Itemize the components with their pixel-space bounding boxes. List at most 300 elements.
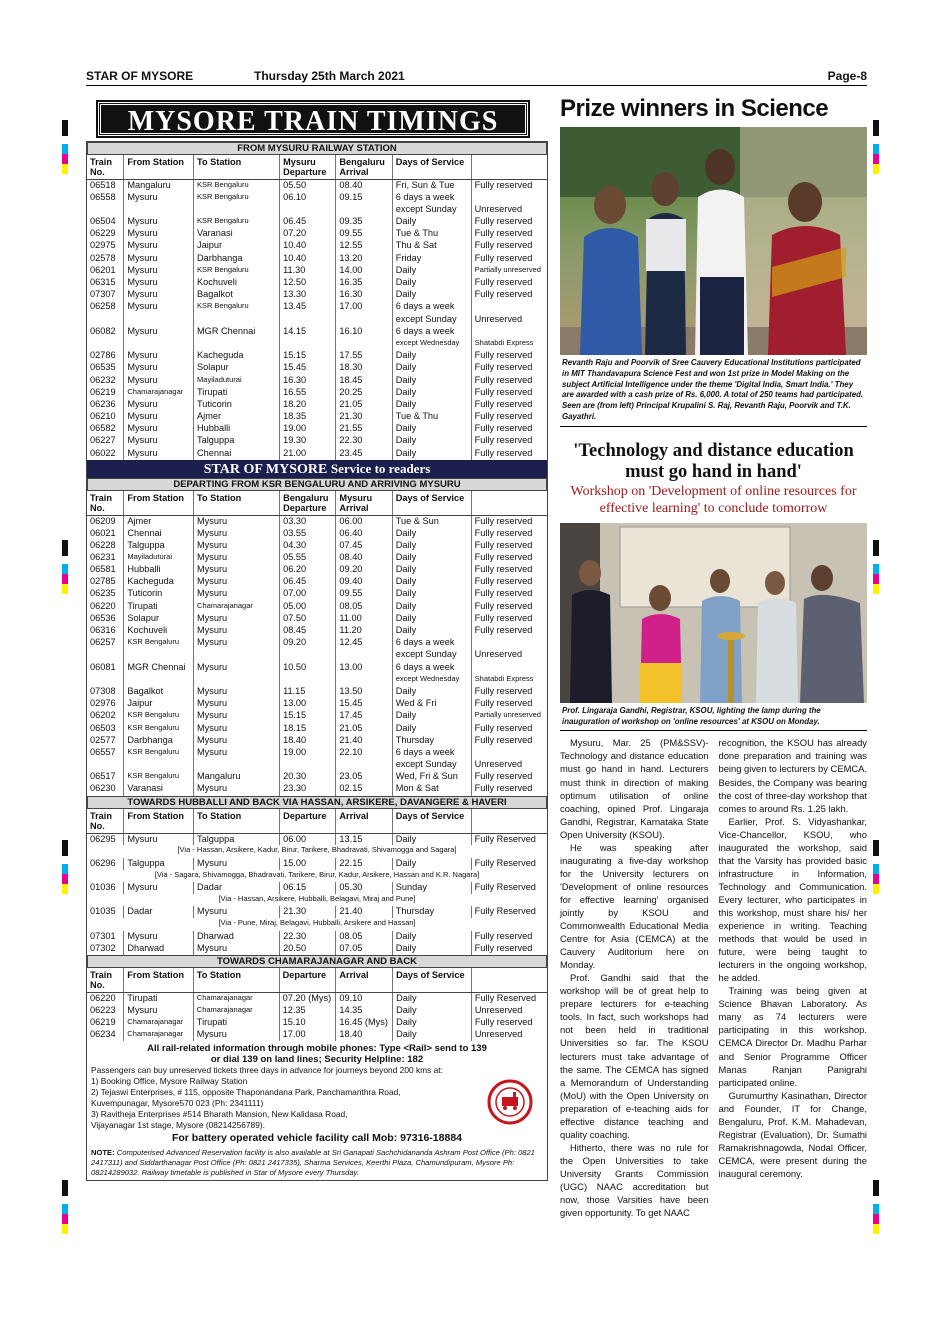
table-row (87, 735, 547, 747)
table-row (87, 833, 547, 845)
table-cell: 13.50 (336, 686, 392, 698)
table-cell: 10.50 (280, 662, 336, 674)
table-cell (87, 674, 124, 686)
table-cell: Friday (392, 253, 471, 265)
table-row (87, 759, 547, 771)
table-cell: Fully Reserved (474, 833, 536, 844)
table-row (87, 710, 547, 722)
table-cell: 08.45 (280, 625, 336, 637)
route-note: [Via - Hassan, Arsikere, Kadur, Birur, Tarikere, Bhadravati, Shivamogga and Sagara] (177, 845, 457, 855)
table-cell: 07.20 (280, 228, 336, 240)
workshop-illustration (560, 523, 867, 703)
table-row (87, 637, 547, 649)
registration-marks-left-2 (62, 540, 68, 594)
table-cell: Daily (392, 435, 471, 447)
info-line: Vijayanagar 1st stage, Mysore (08214256789). (91, 1120, 265, 1131)
table-cell: Daily (392, 375, 471, 387)
table-cell: Fully reserved (474, 398, 533, 409)
table-cell: 22.10 (336, 747, 392, 759)
banner-title: MYSORE TRAIN TIMINGS (127, 106, 499, 137)
table-cell: 17.45 (336, 710, 392, 722)
table-cell: 07308 (87, 686, 124, 698)
table-cell: Mayiladuturai (194, 375, 280, 387)
table-cell: Fully reserved (474, 527, 533, 538)
table-cell: Fully reserved (474, 1016, 533, 1027)
photo-workshop (560, 523, 867, 703)
table-cell: 21.30 (280, 906, 336, 918)
table-cell: 07301 (87, 931, 124, 943)
table-cell: Fully reserved (474, 423, 533, 434)
table-cell: 09.15 (336, 192, 392, 204)
table-cell: 12.50 (280, 277, 336, 289)
table-cell: Fully reserved (474, 722, 533, 733)
table-cell (124, 759, 194, 771)
table-chamarajanagar (87, 968, 547, 1041)
table-cell: Daily (392, 423, 471, 435)
table-cell: 6 days a week (392, 662, 471, 674)
column-header: Days of Service (393, 968, 472, 993)
table-cell: 07307 (87, 289, 124, 301)
table-cell: 06258 (87, 301, 124, 313)
page-header (86, 68, 867, 86)
info-line: Passengers can buy unreserved tickets three days in advance for journeys beyond 200 kms at: (91, 1065, 443, 1076)
table-cell: 06.15 (280, 882, 336, 894)
table-cell: Chamarajanagar (193, 1005, 279, 1017)
table-cell: Hubballi (194, 423, 280, 435)
info-line: 3) Ravitheja Enterprises #514 Bharath Mansion, New Kalidasa Road, (91, 1109, 348, 1120)
table-row (87, 423, 547, 435)
table-cell: Fully reserved (474, 180, 533, 190)
table-cell: KSR Bengaluru (124, 723, 194, 735)
article-body (560, 736, 867, 1219)
note-label: NOTE: (91, 1148, 115, 1158)
table-cell: 23.30 (280, 783, 336, 795)
table-cell: 06236 (87, 399, 124, 411)
table-cell: 09.55 (336, 588, 392, 600)
table-from-mysuru (87, 155, 547, 460)
table-row (87, 435, 547, 447)
table-cell: 06582 (87, 423, 124, 435)
table-cell: Fully reserved (474, 411, 533, 422)
table-cell: Wed, Fri & Sun (392, 771, 471, 783)
table-cell: 22.30 (336, 435, 392, 447)
table-cell: Fully reserved (474, 783, 533, 794)
table-cell: Talguppa (194, 435, 280, 447)
table-cell (471, 301, 547, 313)
table-row (87, 399, 547, 411)
train-timings-banner (86, 95, 548, 141)
table-cell: Chamarajanagar (124, 387, 194, 399)
table-cell: Unreserved (474, 313, 523, 324)
table-cell (87, 759, 124, 771)
table-cell (471, 747, 547, 759)
table-cell: Unreserved (474, 203, 523, 214)
table-row (87, 528, 547, 540)
table-cell (280, 338, 336, 350)
table-cell: Jaipur (124, 698, 194, 710)
table-cell: KSR Bengaluru (124, 771, 194, 783)
table-cell: 16.30 (280, 375, 336, 387)
column-header (471, 809, 547, 834)
table-cell: 22.15 (336, 858, 392, 870)
table-cell: Mysuru (194, 515, 280, 527)
info-line: or dial 139 on land lines; Security Helpline: 182 (210, 1054, 424, 1066)
table-cell: KSR Bengaluru (124, 710, 194, 722)
table-cell: 15.00 (280, 858, 336, 870)
table-row (87, 698, 547, 710)
table-cell: Talguppa (124, 540, 194, 552)
table-cell: 06209 (87, 515, 124, 527)
table-cell (280, 649, 336, 661)
table-row (87, 338, 547, 350)
table-cell: 05.00 (280, 601, 336, 613)
table-cell: Mysuru (124, 833, 194, 845)
table-cell: 06230 (87, 783, 124, 795)
table-cell: 16.30 (336, 289, 392, 301)
table-cell: Tirupati (124, 993, 194, 1005)
issue-date: Thursday 25th March 2021 (254, 69, 405, 83)
table-row (87, 918, 547, 930)
table-cell (124, 338, 194, 350)
table-cell: Mysuru (194, 686, 280, 698)
table-cell: 16.35 (336, 277, 392, 289)
table-row (87, 649, 547, 661)
table-cell: 06.45 (280, 216, 336, 228)
table-cell: 18.45 (336, 375, 392, 387)
table-cell: 01035 (87, 906, 124, 918)
table-cell: Daily (392, 564, 471, 576)
table-cell: Tirupati (193, 1017, 279, 1029)
table-row (87, 448, 547, 460)
table-cell: Fully reserved (474, 576, 533, 587)
table-row (87, 216, 547, 228)
registration-marks-right-3 (873, 840, 879, 894)
table-cell (194, 204, 280, 216)
table-row (87, 411, 547, 423)
table-row (87, 289, 547, 301)
table-cell: Fully reserved (474, 374, 533, 385)
table-cell: Mysuru (124, 931, 194, 943)
table-cell: 06021 (87, 528, 124, 540)
table-cell: 15.15 (280, 350, 336, 362)
table-cell: Daily (392, 362, 471, 374)
table-cell: 06315 (87, 277, 124, 289)
table-cell: 06503 (87, 723, 124, 735)
section-title-hubballi: TOWARDS HUBBALLI AND BACK VIA HASSAN, ARSIKERE, DAVANGERE & HAVERI (87, 796, 547, 809)
table-cell: Tuticorin (194, 399, 280, 411)
table-cell: Talguppa (194, 833, 280, 845)
table-row (87, 265, 547, 277)
table-cell: Dadar (194, 882, 280, 894)
info-line: Kuvempunagar, Mysore570 023 (Ph: 2341111) (91, 1098, 264, 1109)
table-cell: 13.20 (336, 253, 392, 265)
section-title-from-mysuru: FROM MYSURU RAILWAY STATION (87, 142, 547, 155)
table-cell: 16.45 (Mys) (336, 1017, 393, 1029)
table-cell: except Sunday (392, 204, 471, 216)
table-cell: Mysuru (124, 253, 194, 265)
table-cell: Talguppa (124, 858, 194, 870)
table-cell: 06231 (87, 552, 124, 564)
paragraph: Mysuru, Mar. 25 (PM&SSV)- Technology and distance education must go hand in hand. Lecturers must think in direction of making optimum utilisation of online coaching, opined Prof. Lingaraja Gandhi, Registrar, Karnataka State Open University (KSOU). (560, 737, 709, 840)
table-cell: 21.55 (336, 423, 392, 435)
table-cell: Mysuru (194, 698, 280, 710)
table-cell: 02785 (87, 576, 124, 588)
column-header: Mysuru Departure (280, 155, 336, 180)
table-row (87, 894, 547, 906)
table-cell (87, 314, 124, 326)
table-cell: 09.40 (336, 576, 392, 588)
table-cell: 13.00 (336, 662, 392, 674)
table-cell: Mysuru (124, 350, 194, 362)
table-cell: Daily (392, 552, 471, 564)
table-cell: 06232 (87, 375, 124, 387)
table-cell: 08.40 (336, 180, 392, 192)
table-cell (87, 649, 124, 661)
table-cell (471, 326, 547, 338)
table-cell: Bagalkot (194, 289, 280, 301)
column-header (471, 968, 547, 993)
table-cell (124, 204, 194, 216)
table-row (87, 350, 547, 362)
table-row (87, 180, 547, 192)
table-cell: 19.00 (280, 747, 336, 759)
registration-marks-right-2 (873, 540, 879, 594)
table-row (87, 375, 547, 387)
table-cell: 19.00 (280, 423, 336, 435)
table-cell: Mysuru (124, 882, 194, 894)
table-cell: Daily (392, 277, 471, 289)
table-cell: Unreserved (474, 649, 523, 660)
column-header: From Station (124, 491, 194, 516)
table-cell: Mayiladuturai (124, 552, 194, 564)
table-cell: Kochuveli (194, 277, 280, 289)
table-cell: KSR Bengaluru (194, 216, 280, 228)
table-cell: Fully reserved (474, 515, 533, 526)
table-cell: 06022 (87, 448, 124, 460)
table-cell: 17.00 (279, 1029, 336, 1041)
table-cell: Daily (392, 686, 471, 698)
table-row (87, 1005, 547, 1017)
table-row (87, 314, 547, 326)
table-cell: Dadar (124, 906, 194, 918)
table-cell: 21.00 (280, 448, 336, 460)
table-cell: Mysuru (124, 362, 194, 374)
table-row (87, 601, 547, 613)
table-cell: Daily (393, 1017, 472, 1029)
table-cell: Partially unreserved (474, 710, 541, 720)
table-cell: 02975 (87, 240, 124, 252)
table-cell: 15.45 (336, 698, 392, 710)
article-title-prize: Prize winners in Science (560, 95, 829, 122)
table-cell: Shatabdi Express (474, 337, 534, 347)
table-cell: Fully Reserved (474, 906, 536, 917)
table-cell: Mysuru (194, 723, 280, 735)
table-cell: except Sunday (392, 649, 471, 661)
table-cell: 06229 (87, 228, 124, 240)
table-row (87, 1029, 547, 1041)
table-cell: 03.30 (280, 515, 336, 527)
table-cell: Mysuru (194, 783, 280, 795)
table-cell: 06220 (87, 601, 124, 613)
table-cell (471, 662, 547, 674)
table-cell: Mysuru (194, 528, 280, 540)
table-cell: Mysuru (124, 301, 194, 313)
table-cell: Chamarajanagar (124, 1029, 194, 1041)
table-cell: Daily (392, 601, 471, 613)
paragraph: Hitherto, there was no rule for the Open Universities to take University Grants Commission (UGC) NAAC accreditation but now, those Varsities have been given opportunity. To get NAAC (560, 1141, 709, 1219)
table-cell: Darbhanga (194, 253, 280, 265)
table-cell (124, 649, 194, 661)
table-cell: Shatabdi Express (474, 673, 534, 683)
rail-info-block (87, 1041, 547, 1146)
table-cell: Fully reserved (474, 386, 533, 397)
table-cell: Mysuru (194, 735, 280, 747)
table-cell: Chennai (194, 448, 280, 460)
table-cell: Unreserved (474, 1029, 523, 1040)
table-row (87, 674, 547, 686)
table-cell: 18.40 (280, 735, 336, 747)
column-header: To Station (194, 809, 280, 834)
table-cell: Daily (392, 588, 471, 600)
route-note: [Via - Sagara, Shivamogga, Bhadravati, Tarikere, Birur, Kadur, Arsikere, Hassan and K.R. Nagara] (154, 869, 480, 879)
battery-vehicle-line: For battery operated vehicle facility call Mob: 97316-18884 (171, 1132, 463, 1145)
table-cell: Daily (392, 216, 471, 228)
table-cell (194, 674, 280, 686)
table-cell: 06234 (87, 1029, 124, 1041)
column-header: Train No. (87, 968, 124, 993)
table-cell: 06.45 (280, 576, 336, 588)
table-cell: 07.05 (336, 943, 392, 955)
table-cell: Fully reserved (474, 539, 533, 550)
table-cell: Mangaluru (124, 180, 194, 192)
table-cell: Daily (392, 858, 471, 870)
table-cell: Tirupati (194, 387, 280, 399)
info-line: 2) Tejaswi Enterprises, # 115, opposite Thaponandana Park, Panchamanthra Road, (91, 1087, 401, 1098)
table-cell: Fully reserved (474, 289, 533, 300)
table-cell: Mysuru (124, 228, 194, 240)
table-cell (280, 204, 336, 216)
table-cell: 06081 (87, 662, 124, 674)
table-cell: 06.00 (280, 833, 336, 845)
table-cell: 14.00 (336, 265, 392, 277)
table-row (87, 362, 547, 374)
table-cell: Fully Reserved (474, 993, 537, 1003)
table-cell: Fully reserved (474, 600, 533, 611)
table-cell: Mysuru (194, 564, 280, 576)
table-cell: 06.10 (280, 192, 336, 204)
table-cell: 07.50 (280, 613, 336, 625)
registration-marks-left (62, 120, 68, 174)
table-cell: Mysuru (194, 637, 280, 649)
registration-marks-right (873, 120, 879, 174)
table-cell: 06202 (87, 710, 124, 722)
column-header: Days of Service (392, 809, 471, 834)
table-from-bengaluru (87, 491, 547, 796)
caption-prize: Revanth Raju and Poorvik of Sree Cauvery Educational Institutions participated in MIT Thandavapura Science Fest and won 1st prize in Model Making on the subject Artificial Intelligence under the theme 'Digital India, Smart India.' They are awarded with a cash prize of Rs. 6,000. A total of 250 teams had participated. Seen are (from left) Principal Krupalini S. Raj, Revanth Raju, Poorvik and T.K. Gayathri. (560, 355, 867, 427)
table-cell: 19.30 (280, 435, 336, 447)
column-header (471, 155, 547, 180)
table-cell: Tuticorin (124, 588, 194, 600)
table-cell (194, 759, 280, 771)
route-note: [Via - Pune, Miraj, Belagavi, Hubballi, Arsikere and Hassan] (218, 918, 416, 928)
table-cell: Daily (392, 833, 471, 845)
table-cell: 05.55 (280, 552, 336, 564)
table-cell: 6 days a week (392, 301, 471, 313)
table-cell: Jaipur (194, 240, 280, 252)
table-cell: 06581 (87, 564, 124, 576)
photo-prize-winners (560, 127, 867, 355)
table-cell: 06220 (87, 993, 124, 1005)
table-cell: Fri, Sun & Tue (392, 180, 471, 192)
table-row (87, 576, 547, 588)
table-cell: Mysuru (194, 576, 280, 588)
table-row (87, 723, 547, 735)
table-cell: Hubballi (124, 564, 194, 576)
table-cell: Fully reserved (474, 240, 533, 251)
table-cell: 23.05 (336, 771, 392, 783)
paragraph: Training was being given at Science Bhavan Laboratory. As many as 74 lecturers were participating in this workshop. CEMCA Director Dr. Madhu Parhar and Senior Programme Officer Manas Ranjan Panigrahi participated online. (718, 985, 867, 1088)
table-cell: 06227 (87, 435, 124, 447)
table-cell: Solapur (124, 613, 194, 625)
table-row (87, 662, 547, 674)
table-cell: Mysuru (124, 1005, 194, 1017)
table-row (87, 625, 547, 637)
table-cell: 06257 (87, 637, 124, 649)
table-row (87, 993, 547, 1005)
table-cell: Ajmer (194, 411, 280, 423)
table-row (87, 387, 547, 399)
table-cell: Fully reserved (474, 551, 533, 562)
note-text: Computerised Advanced Reservation facility is also available at Sri Ganapati Sachchidananda Ashram Post Office (Ph: 0821 2417311) and Siddarthanagar Post Office (Ph: 0821 2417335), Sharma Services, Keerthi Plaza, Chamundipuram, Mysore Ph: 08214289032. Railway timetable is published in Star of Mysore every Thursday. (91, 1148, 535, 1178)
table-cell: Daily (392, 448, 471, 460)
table-cell: 07.45 (336, 540, 392, 552)
table-cell: Tirupati (124, 601, 194, 613)
table-cell: Chamarajanagar (193, 993, 279, 1005)
table-row (87, 240, 547, 252)
table-cell: Chamarajanagar (194, 601, 280, 613)
column-header (471, 491, 547, 516)
table-cell: 18.20 (280, 399, 336, 411)
table-cell: 09.20 (280, 637, 336, 649)
column-header: To Station (194, 491, 280, 516)
table-cell (336, 674, 392, 686)
table-cell: 06504 (87, 216, 124, 228)
table-cell: 17.00 (336, 301, 392, 313)
table-cell: Fully reserved (474, 685, 533, 696)
table-cell: Daily (392, 576, 471, 588)
table-cell: 18.35 (280, 411, 336, 423)
table-cell: Fully reserved (474, 216, 533, 227)
table-cell (336, 338, 392, 350)
table-cell: 21.05 (336, 723, 392, 735)
table-cell: 11.20 (336, 625, 392, 637)
paragraph: He was speaking after inaugurating a five-day workshop for the University lecturers on 'Development of online resources for effective learning' organised jointly by KSOU and Commonwealth Educational Media Centre for Asia (CEMCA) at the Cauvery Auditorium here on Monday. (560, 841, 709, 971)
registration-marks-left-4 (62, 1180, 68, 1234)
table-cell: KSR Bengaluru (194, 301, 280, 313)
table-cell: KSR Bengaluru (194, 180, 280, 192)
table-cell: Mysuru (194, 943, 280, 955)
table-cell (280, 314, 336, 326)
table-cell: 15.15 (280, 710, 336, 722)
table-cell: Daily (392, 943, 471, 955)
table-cell: 11.30 (280, 265, 336, 277)
table-row (87, 845, 547, 857)
table-cell: Daily (392, 350, 471, 362)
table-cell: 22.30 (280, 931, 336, 943)
route-note: [Via - Hassan, Arsikere, Hubballi, Belagavi, Miraj and Pune] (218, 894, 416, 904)
registration-marks-right-4 (873, 1180, 879, 1234)
table-cell: Daily (392, 723, 471, 735)
